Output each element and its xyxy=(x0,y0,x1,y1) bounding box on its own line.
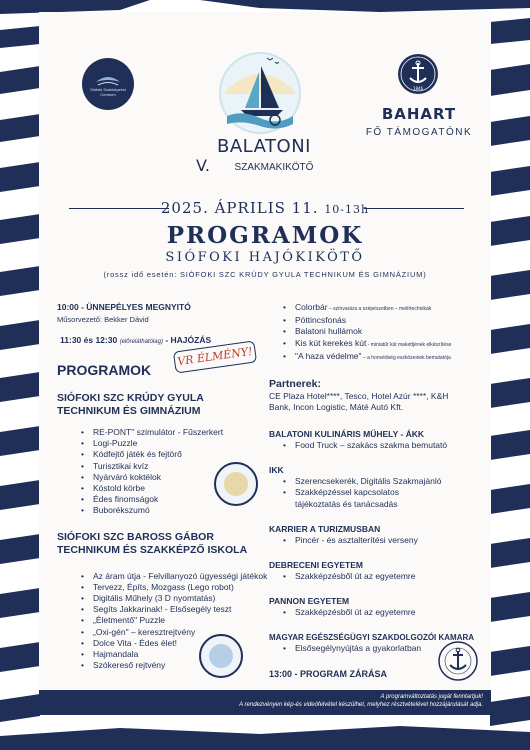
list-item: • Turisztikai kvíz xyxy=(93,461,277,472)
list-item: • Tervezz, Építs, Mozgass (Lego robot) xyxy=(93,582,277,593)
list-item: • Hajmandala xyxy=(93,649,277,660)
sailboat-logo-icon xyxy=(217,50,303,136)
pannon-list xyxy=(269,607,484,618)
list-item: • Dolce Vita - Édes élet! xyxy=(93,638,277,649)
ikk-list xyxy=(269,476,484,510)
event-subtitle: SZAKMAKIKÖTŐ xyxy=(234,162,314,173)
kamara-heading: MAGYAR EGÉSZSÉGÜGYI SZAKDOLGOZÓI KAMARA xyxy=(269,633,475,643)
list-item: • Pöttincsfonás xyxy=(295,315,484,326)
event-date xyxy=(39,199,491,217)
bad-weather-note xyxy=(39,270,491,279)
bad-weather-label: (rossz idő esetén: xyxy=(103,270,178,279)
cruise-note: (előreláthatólag) xyxy=(119,339,163,345)
list-item: • Food Truck – szakács szakma bemutató xyxy=(295,440,484,451)
school2-heading xyxy=(57,531,277,557)
poster xyxy=(39,12,491,715)
list-item: • Szerencsekerék, Digitális Szakmajánló xyxy=(295,476,484,487)
partners-text: CE Plaza Hotel****, Tesco, Hotel Azúr ****, K&H Bank, Incon Logistic, Máté Autó Kft. xyxy=(269,391,449,413)
school1-line2: TECHNIKUM ÉS GIMNÁZIUM xyxy=(57,405,201,417)
school1-heading xyxy=(57,392,277,418)
list-item: • Édes finomságok xyxy=(93,494,277,505)
right-column xyxy=(269,302,484,680)
bahart-seal-year: 1846 xyxy=(412,86,424,91)
host-line: Műsorvezető: Bekker Dávid xyxy=(57,315,149,324)
debrecen-list xyxy=(269,571,484,582)
program-title: PROGRAMOK xyxy=(166,222,364,249)
list-item: • Kis kút kerekes kút - miniatűr kút makettjének elkészítése xyxy=(295,338,484,351)
list-item: • „Oxi-gén" – keresztrejtvény xyxy=(93,627,277,638)
list-item: • Logi-Puzzle xyxy=(93,438,277,449)
top-activities-list xyxy=(269,302,484,364)
list-item: • Kódfejtő játék és fejtörő xyxy=(93,449,277,460)
baross-school-seal-icon xyxy=(199,634,243,678)
list-item: • Pincér - és asztalterítési verseny xyxy=(295,535,484,546)
list-item: • Kóstold körbe xyxy=(93,483,277,494)
footer-line1: A programváltoztatás jogát fenntartjuk! xyxy=(380,694,483,700)
list-item: • Szakképzésből út az egyetemre xyxy=(295,571,484,582)
list-item: • Szakképzésből út az egyetemre xyxy=(295,607,484,618)
left-logo-text: Siófoki Szakképzési Centrum xyxy=(90,87,126,97)
footer-bar xyxy=(39,690,491,715)
school1-line1: SIÓFOKI SZC KRÚDY GYULA xyxy=(57,392,204,404)
list-item: • Colorbár – színvarázs a szépészetben – melírtechnikák xyxy=(295,302,484,315)
event-title: BALATONI xyxy=(217,136,311,157)
szakkepzesi-centrum-logo xyxy=(82,58,134,110)
list-item: • Balatoni hullámok xyxy=(295,326,484,337)
footer-line2: A rendezvényen kép-és videófelvétel készülhet, melyhez résztvételével hozzájárulását adja. xyxy=(239,702,483,708)
partners-heading: Partnerek: xyxy=(269,378,321,391)
programs-heading: PROGRAMOK xyxy=(57,362,152,378)
closing-time: 13:00 - PROGRAM ZÁRÁSA xyxy=(269,668,388,679)
cruise-time: 11:30 és 12:30 xyxy=(60,335,118,345)
list-item: • "A haza védelme" – a honvédség eszközeinek bemutatója xyxy=(295,351,484,364)
list-item: • Az áram útja - Felvillanyozó ügyességi játékok xyxy=(93,571,277,582)
list-item: • Szakképzéssel kapcsolatos tájékoztatás és tanácsadás xyxy=(295,487,445,509)
bahart-anchor-icon xyxy=(398,54,438,94)
kulinaris-list xyxy=(269,440,484,451)
program-location: SIÓFOKI HAJÓKIKÖTŐ xyxy=(165,250,365,265)
school2-line2: TECHNIKUM ÉS SZAKKÉPZŐ ISKOLA xyxy=(57,543,248,556)
kulinaris-heading: BALATONI KULINÁRIS MŰHELY - ÁKK xyxy=(269,429,425,440)
date-main: 2025. ÁPRILIS 11. xyxy=(160,199,319,217)
school2-list xyxy=(57,571,277,672)
turizmus-list xyxy=(269,535,484,546)
sponsor-name: BAHART xyxy=(381,105,457,123)
ikk-heading: IKK xyxy=(269,465,284,476)
opening-time: 10:00 - ÜNNEPÉLYES MEGNYITÓ xyxy=(57,302,191,312)
list-item: • „Életmentő" Puzzle xyxy=(93,615,277,626)
list-item: • RE-PONT" szimulátor - Fűszerkert xyxy=(93,427,277,438)
school2-line1: SIÓFOKI SZC BAROSS GÁBOR xyxy=(57,530,214,543)
list-item: • Segíts Jakkarinak! - Elsősegély teszt xyxy=(93,604,277,615)
cruise-label: - HAJÓZÁS xyxy=(165,335,212,345)
list-item: • Nyárváró koktélok xyxy=(93,472,277,483)
turizmus-heading: KARRIER A TURIZMUSBAN xyxy=(269,523,381,534)
list-item: • Digitális Műhely (3 D nyomtatás) xyxy=(93,593,277,604)
edition-label: V. xyxy=(196,156,210,175)
krudy-school-seal-icon xyxy=(214,462,258,506)
list-item: • Buborékszumó xyxy=(93,505,277,516)
sponsor-role: FŐ TÁMOGATÓNK xyxy=(365,127,473,138)
date-time: 10-13h xyxy=(324,203,370,216)
bad-weather-venue: SIÓFOKI SZC KRÚDY GYULA TECHNIKUM ÉS GIMNÁZIUM) xyxy=(179,270,427,279)
list-item: • Elsősegélynyújtás a gyakorlatban xyxy=(295,643,484,654)
debrecen-heading: DEBRECENI EGYETEM xyxy=(269,560,363,571)
vr-experience-badge: VR ÉLMÉNY! xyxy=(173,340,257,373)
pannon-heading: PANNON EGYETEM xyxy=(269,596,350,607)
anchor-seal-icon xyxy=(437,640,479,682)
list-item: • Szókereső rejtvény xyxy=(93,660,277,671)
